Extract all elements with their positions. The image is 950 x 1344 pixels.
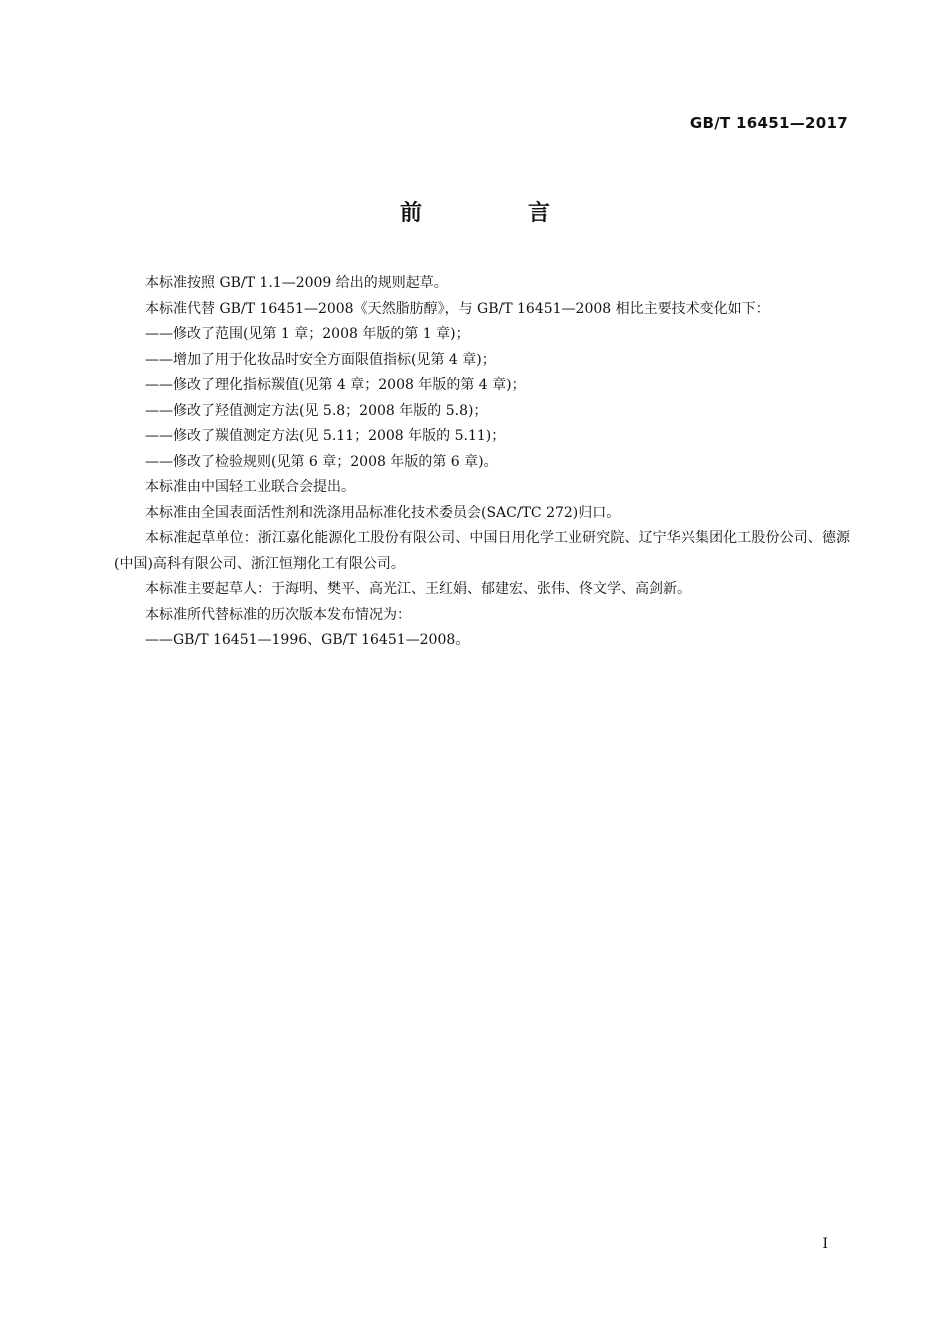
paragraph-drafters: 本标准主要起草人：于海明、樊平、高光江、王红娟、郁建宏、张伟、佟文学、高剑新。 [145,581,691,597]
standard-code: GB/T 16451—2017 [689,114,848,132]
paragraph-replacement: 本标准代替 GB/T 16451—2008《天然脂肪醇》，与 GB/T 16451—2008 相比主要技术变化如下： [145,300,770,317]
paragraph-proposer: 本标准由中国轻工业联合会提出。 [145,479,355,495]
change-item: ——增加了用于化妆品时安全方面限值指标(见第 4 章)； [145,351,496,368]
change-item: ——修改了羰值测定方法(见 5.11；2008 年版的 5.11)； [145,428,506,444]
change-item: ——修改了范围(见第 1 章；2008 年版的第 1 章)； [145,326,470,342]
change-item: ——修改了检验规则(见第 6 章；2008 年版的第 6 章)。 [145,453,498,470]
change-item: ——修改了羟值测定方法(见 5.8；2008 年版的 5.8)； [145,402,488,419]
paragraph-drafting-units: 本标准起草单位：浙江嘉化能源化工股份有限公司、中国日用化学工业研究院、辽宁华兴集团化工股份公司、德源(中国)高科有限公司、浙江恒翔化工有限公司。 [114,530,850,572]
paragraph-drafting-rules: 本标准按照 GB/T 1.1—2009 给出的规则起草。 [145,275,448,291]
paragraph-history: 本标准所代替标准的历次版本发布情况为： [145,606,411,623]
paragraph-committee: 本标准由全国表面活性剂和洗涤用品标准化技术委员会(SAC/TC 272)归口。 [145,504,621,521]
change-item: ——修改了理化指标羰值(见第 4 章；2008 年版的第 4 章)； [145,377,526,393]
document-body [114,271,850,654]
page-title: 前 言 [399,201,592,226]
page-number: I [822,1236,828,1252]
history-item: ——GB/T 16451—1996、GB/T 16451—2008。 [145,632,470,648]
